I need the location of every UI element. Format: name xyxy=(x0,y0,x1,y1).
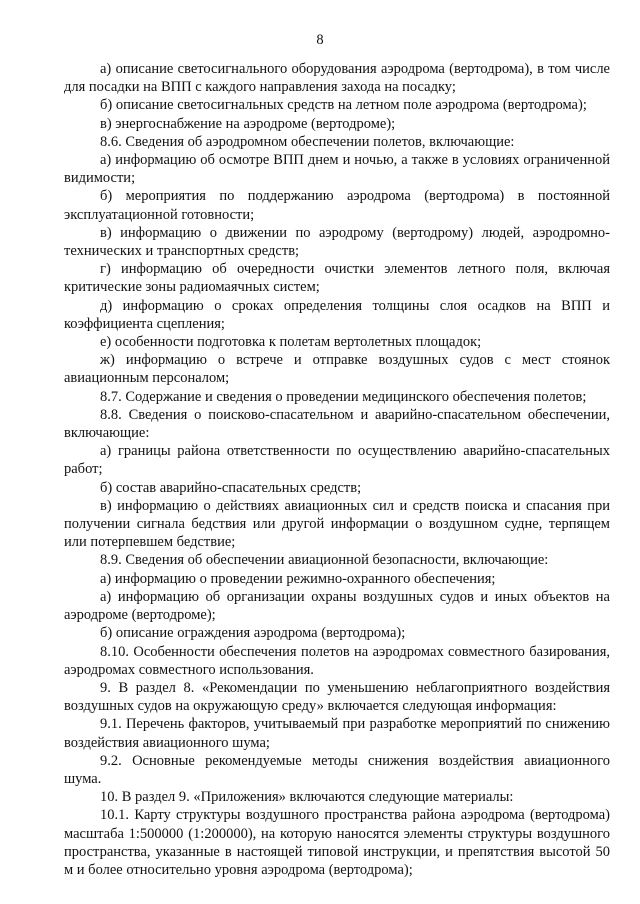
paragraph-9-1: 9.1. Перечень факторов, учитываемый при разработке мероприятий по снижению воздействия авиационного шума; xyxy=(64,716,610,751)
document-body xyxy=(64,60,610,879)
paragraph-8-9-a-second: а) информацию об организации охраны воздушных судов и иных объектов на аэродроме (вертодроме); xyxy=(64,588,610,624)
paragraph-8-6-zh: ж) информацию о встрече и отправке воздушных судов с мест стоянок авиационным персоналом; xyxy=(64,352,610,387)
paragraph-8-8-b: б) состав аварийно-спасательных средств; xyxy=(100,479,362,496)
paragraph-8-9-b: б) описание ограждения аэродрома (вертодрома); xyxy=(100,625,406,642)
paragraph-8-8-a: а) границы района ответственности по осуществлению аварийно-спасательных работ; xyxy=(64,443,610,478)
paragraph-8-6-d: д) информацию о сроках определения толщины слоя осадков на ВПП и коэффициента сцепления; xyxy=(64,297,610,332)
paragraph-8-9: 8.9. Сведения об обеспечении авиационной безопасности, включающие: xyxy=(100,552,549,569)
paragraph-8-6-b: б) мероприятия по поддержанию аэродрома (вертодрома) в постоянной эксплуатационной готовности; xyxy=(64,188,610,223)
paragraph-9: 9. В раздел 8. «Рекомендации по уменьшению неблагоприятного воздействия воздушных судов на окружающую среду» включается следующая информация: xyxy=(64,679,610,715)
paragraph-8-5-b: б) описание светосигнальных средств на летном поле аэродрома (вертодрома); xyxy=(100,97,587,114)
paragraph-10-1: 10.1. Карту структуры воздушного пространства района аэродрома (вертодрома) масштаба 1:500000 (1:200000), на которую наносятся элементы структуры воздушного пространства, указанные в настоящей типовой инструкции, и препятствия высотой 50 м и более относительно уровня аэродрома (вертодрома); xyxy=(64,807,610,878)
paragraph-8-10: 8.10. Особенности обеспечения полетов на аэродромах совместного базирования, аэродромах совместного использования. xyxy=(64,643,610,678)
paragraph-8-6: 8.6. Сведения об аэродромном обеспечении полетов, включающие: xyxy=(100,133,515,150)
page-number: 8 xyxy=(316,32,324,48)
paragraph-9-2: 9.2. Основные рекомендуемые методы снижения воздействия авиационного шума. xyxy=(64,752,610,787)
paragraph-8-8: 8.8. Сведения о поисково-спасательном и аварийно-спасательном обеспечении, включающие: xyxy=(64,406,610,442)
paragraph-10: 10. В раздел 9. «Приложения» включаются следующие материалы: xyxy=(100,789,514,806)
paragraph-8-6-g: г) информацию об очередности очистки элементов летного поля, включая критические зоны радиомаячных систем; xyxy=(64,261,610,296)
paragraph-8-7: 8.7. Содержание и сведения о проведении медицинского обеспечения полетов; xyxy=(100,388,587,405)
paragraph-8-6-a: а) информацию об осмотре ВПП днем и ночью, а также в условиях ограниченной видимости; xyxy=(64,152,610,187)
paragraph-8-6-e: е) особенности подготовка к полетам вертолетных площадок; xyxy=(100,334,482,351)
paragraph-8-5-a: а) описание светосигнального оборудования аэродрома (вертодрома), в том числе для посадки на ВПП с каждого направления захода на посадку; xyxy=(64,61,610,96)
paragraph-8-8-v: в) информацию о действиях авиационных сил и средств поиска и спасания при получении сигнала бедствия или другой информации о воздушном судне, терпящем или потерпевшем бедствие; xyxy=(64,497,610,551)
paragraph-8-9-a: а) информацию о проведении режимно-охранного обеспечения; xyxy=(100,570,496,587)
paragraph-8-5-v: в) энергоснабжение на аэродроме (вертодроме); xyxy=(100,115,396,132)
paragraph-8-6-v: в) информацию о движении по аэродрому (вертодрому) людей, аэродромно-технических и транспортных средств; xyxy=(64,224,610,260)
